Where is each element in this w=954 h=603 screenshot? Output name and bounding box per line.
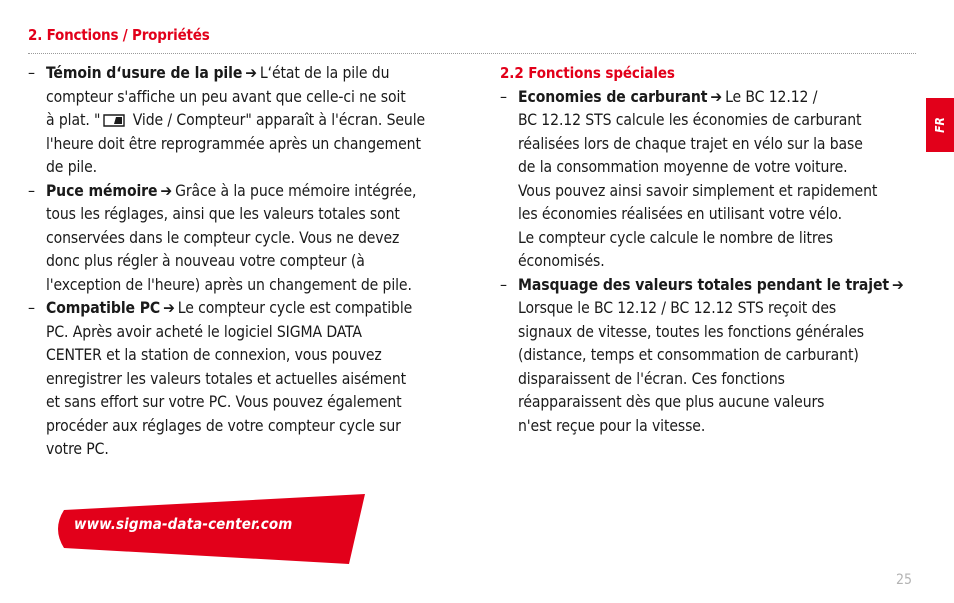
text-line: l'heure doit être reprogrammée après un changement	[46, 134, 421, 153]
right-column	[500, 62, 920, 438]
text-line	[46, 62, 468, 86]
language-tab	[926, 98, 954, 152]
arrow-right-icon: ➔	[710, 87, 723, 106]
text-line	[46, 297, 468, 321]
battery-lcd-icon	[102, 113, 126, 128]
feature-battery-warning	[28, 62, 468, 180]
text-line: votre PC.	[46, 440, 109, 458]
text-line: de pile.	[46, 158, 97, 176]
section-title: 2. Fonctions / Propriétés	[28, 26, 210, 44]
text-line	[46, 180, 468, 204]
text-line: CENTER et la station de connexion, vous pouvez	[46, 346, 382, 364]
text-line: Vous pouvez ainsi savoir simplement et rapidement	[518, 181, 878, 200]
text-line: signaux de vitesse, toutes les fonctions générales	[518, 322, 864, 341]
list-dash: –	[500, 87, 507, 106]
text-line: et sans effort sur votre PC. Vous pouvez également	[46, 393, 402, 411]
text-line: économisés.	[518, 252, 605, 270]
text-fragment: Grâce à la puce mémoire intégrée,	[175, 181, 417, 200]
text-line: donc plus régler à nouveau votre compteur (à	[46, 252, 365, 270]
arrow-right-icon: ➔	[163, 299, 175, 317]
feature-title: Masquage des valeurs totales pendant le trajet	[518, 275, 890, 294]
feature-hide-totals	[500, 274, 920, 439]
text-line: de la consommation moyenne de votre voiture.	[518, 158, 848, 176]
text-line: tous les réglages, ainsi que les valeurs totales sont	[46, 205, 400, 223]
feature-pc-compatible	[28, 297, 468, 462]
text-line	[46, 109, 468, 133]
arrow-right-icon: ➔	[245, 64, 257, 82]
text-fragment: à plat. "	[46, 111, 101, 129]
text-line: disparaissent de l'écran. Ces fonctions	[518, 369, 785, 388]
text-line: Lorsque le BC 12.12 / BC 12.12 STS reçoit des	[518, 299, 837, 317]
list-dash: –	[28, 299, 35, 317]
list-dash: –	[28, 64, 35, 82]
text-line: (distance, temps et consommation de carburant)	[518, 346, 859, 364]
text-line	[518, 274, 920, 298]
subsection-title: 2.2 Fonctions spéciales	[500, 64, 675, 82]
text-fragment: L‘état de la pile du	[259, 64, 390, 82]
feature-title: Témoin d‘usure de la pile	[46, 64, 243, 82]
text-line: n'est reçue pour la vitesse.	[518, 416, 706, 435]
arrow-right-icon: ➔	[160, 181, 173, 200]
feature-title: Compatible PC	[46, 299, 161, 317]
list-dash: –	[28, 181, 35, 200]
text-fragment: Vide / Compteur" apparaît à l'écran. Seule	[128, 111, 426, 129]
text-fragment: Le compteur cycle est compatible	[177, 299, 413, 317]
feature-memory-chip	[28, 180, 468, 298]
text-line: l'exception de l'heure) après un changement de pile.	[46, 275, 412, 294]
feature-title: Economies de carburant	[518, 87, 708, 106]
text-line: réapparaissent dès que plus aucune valeurs	[518, 393, 825, 411]
feature-title: Puce mémoire	[46, 181, 158, 200]
text-line: BC 12.12 STS calcule les économies de carburant	[518, 111, 862, 129]
website-link[interactable]: www.sigma-data-center.com	[74, 515, 293, 533]
text-line: enregistrer les valeurs totales et actuelles aisément	[46, 369, 407, 388]
text-line	[518, 86, 920, 110]
text-fragment: Le BC 12.12 /	[725, 87, 818, 106]
left-column	[28, 62, 468, 462]
text-line: Le compteur cycle calcule le nombre de litres	[518, 228, 833, 247]
text-line: réalisées lors de chaque trajet en vélo sur la base	[518, 134, 863, 153]
text-line: PC. Après avoir acheté le logiciel SIGMA DATA	[46, 322, 362, 341]
dotted-divider	[28, 53, 916, 54]
list-dash: –	[500, 275, 507, 294]
text-line: conservées dans le compteur cycle. Vous ne devez	[46, 228, 400, 247]
text-line: les économies réalisées en utilisant votre vélo.	[518, 205, 842, 223]
language-label: FR	[932, 117, 947, 133]
text-line: compteur s'affiche un peu avant que celle-ci ne soit	[46, 87, 406, 106]
text-line: procéder aux réglages de votre compteur cycle sur	[46, 416, 401, 435]
arrow-right-icon: ➔	[892, 275, 904, 294]
page-number: 25	[896, 572, 913, 588]
feature-fuel-savings	[500, 86, 920, 274]
